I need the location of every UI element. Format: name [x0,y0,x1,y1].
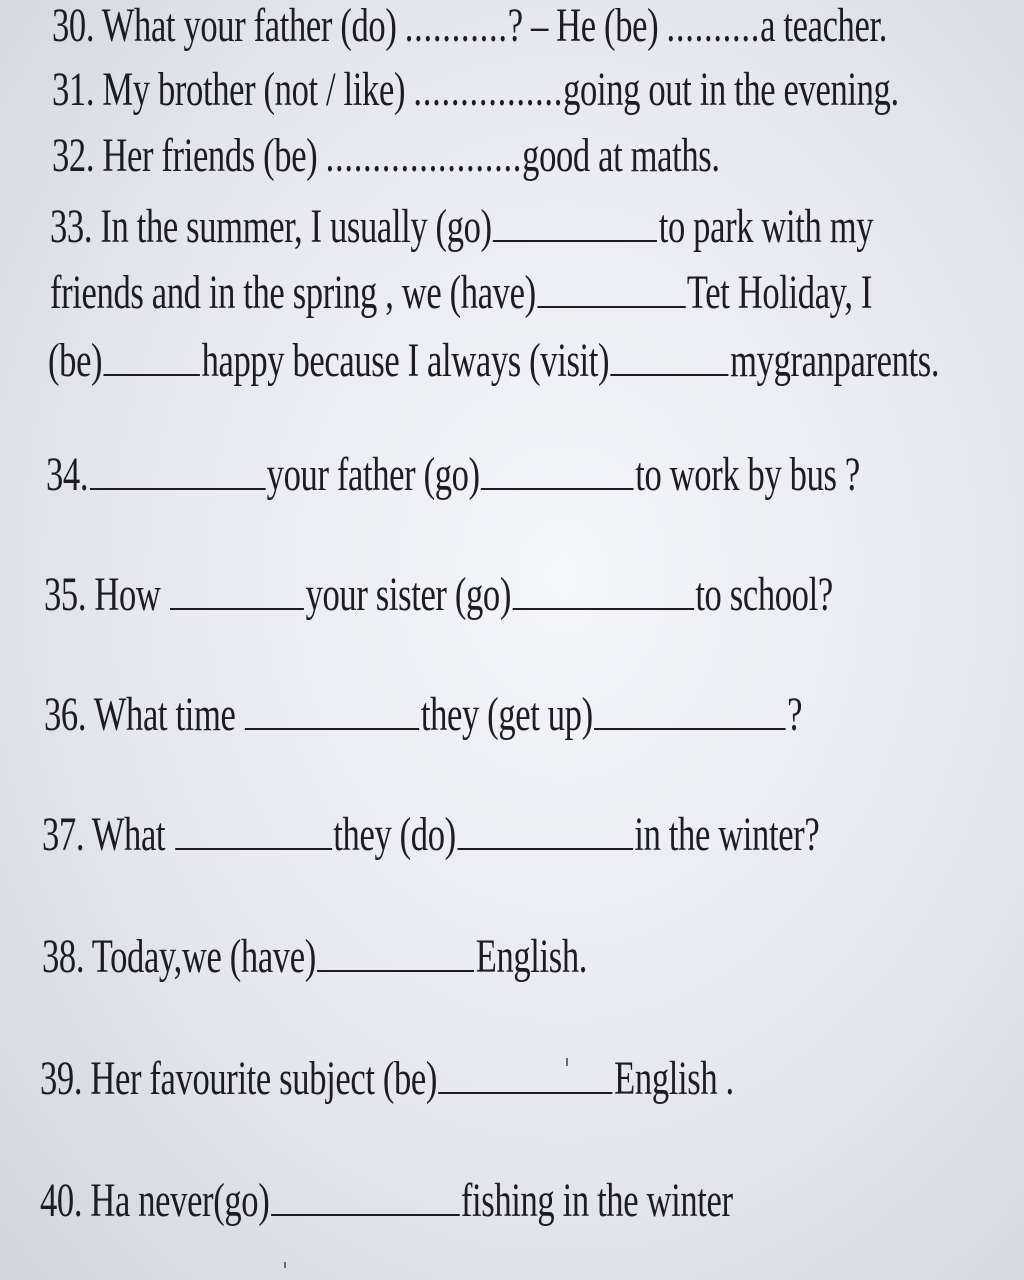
question-37 [42,804,819,864]
question-32-text: 32. Her friends (be) [52,129,326,182]
answer-blank [271,1170,460,1216]
question-35-text: to school? [695,568,833,621]
question-35 [44,564,833,624]
pen-mark [284,1262,286,1268]
answer-blank [481,444,634,490]
answer-blank: ..................... [325,129,523,182]
answer-blank [245,684,419,730]
question-39 [40,1048,734,1108]
question-30-text: 30. What your father (do) [52,0,405,52]
question-38-text: English. [475,930,588,983]
question-37-text: in the winter? [634,808,820,861]
question-34 [46,444,860,504]
question-37-text: they (do) [333,808,456,861]
question-37-text: 37. What [42,808,174,861]
question-32 [52,126,720,186]
question-38 [42,926,587,986]
question-34-text: to work by bus ? [635,448,860,501]
question-35-text: 35. How [44,568,169,621]
answer-blank [317,926,474,972]
answer-blank [104,330,200,376]
answer-blank [438,1048,612,1094]
question-33-text: Tet Holiday, I [686,266,873,319]
question-33-line-1 [50,196,873,256]
question-31-text: 31. My brother (not / like) [52,63,414,116]
question-36-text: 36. What time [44,688,244,741]
pen-mark [566,1058,568,1066]
answer-blank [90,444,266,490]
answer-blank [537,262,685,308]
question-33-text: happy because I always (visit) [201,334,610,387]
question-31-text: going out in the evening. [563,63,899,116]
answer-blank [457,804,633,850]
question-36-text: they (get up) [420,688,593,741]
question-39-text: English . [614,1052,734,1105]
question-31 [52,60,899,120]
answer-blank: ........... [404,0,508,52]
question-40-text: 40. Ha never(go) [40,1174,270,1227]
question-39-text: 39. Her favourite subject (be) [40,1052,438,1105]
question-33-text: (be) [48,334,103,387]
question-36 [44,684,802,744]
question-30-text: a teacher. [760,0,887,52]
question-33-text: mygranparents. [730,334,940,387]
answer-blank [611,330,729,376]
question-40-text: fishing in the winter [460,1174,733,1227]
question-38-text: 38. Today,we (have) [42,930,316,983]
question-33-line-2 [50,262,872,322]
question-35-text: your sister (go) [305,568,511,621]
question-33-line-3 [48,330,939,390]
answer-blank: .......... [666,0,761,52]
question-33-text: friends and in the spring , we (have) [50,266,536,319]
answer-blank [175,804,332,850]
answer-blank: ................ [413,63,564,116]
answer-blank [512,564,693,610]
answer-blank [170,564,304,610]
question-33-text: to park with my [658,200,874,253]
question-40 [40,1170,733,1230]
answer-blank [594,684,786,730]
question-30-text: ? – He (be) [507,0,667,52]
question-30 [52,0,887,56]
question-32-text: good at maths. [522,129,720,182]
answer-blank [493,196,657,242]
question-33-text: 33. In the summer, I usually (go) [50,200,492,253]
question-34-text: your father (go) [266,448,480,501]
question-36-text: ? [787,688,803,741]
question-34-text: 34. [46,448,89,501]
